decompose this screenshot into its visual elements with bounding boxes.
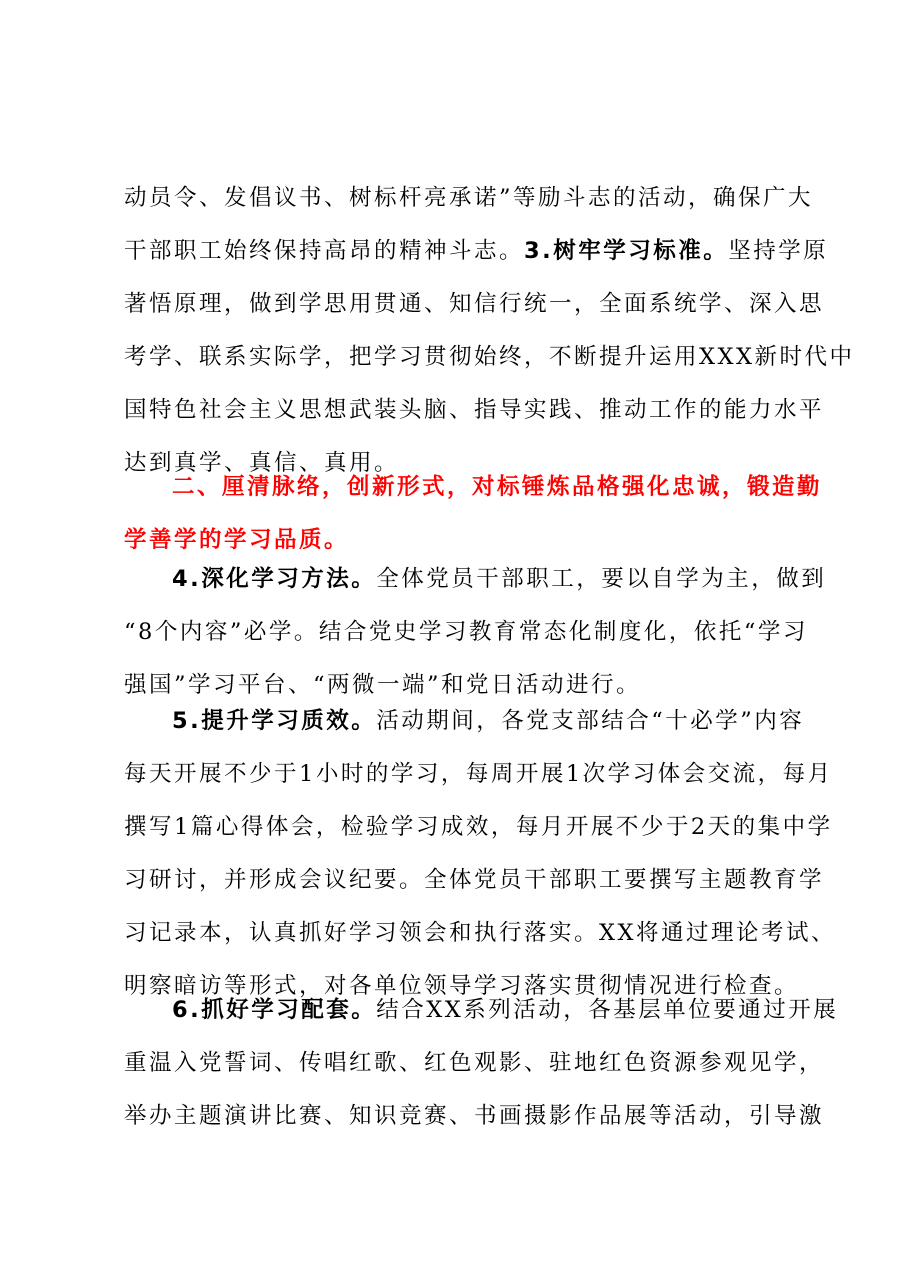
item-6-title: 6.抓好学习配套。 [172, 997, 377, 1023]
text-run: 结合XX系列活动，各基层单位要通过开展 [376, 997, 839, 1023]
text-line: “8个内容”必学。结合党史学习教育常态化制度化，依托“学习 [124, 619, 808, 645]
text-line: 强国”学习平台、“两微一端”和党日活动进行。 [124, 672, 642, 698]
text-run: 全体党员干部职工，要以自学为主，做到 [376, 566, 827, 592]
text-line: 国特色社会主义思想武装头脑、指导实践、推动工作的能力水平 [124, 397, 825, 423]
text-run: 坚持学原 [728, 238, 829, 264]
text-run: 干部职工始终保持高昂的精神斗志。 [124, 238, 525, 264]
text-line [124, 984, 839, 1037]
text-line: 举办主题演讲比赛、知识竞赛、书画摄影作品展等活动，引导激 [124, 1103, 825, 1129]
section-heading-2 [124, 461, 823, 567]
text-line: 撰写1篇心得体会，检验学习成效，每月开展不少于2天的集中学 [124, 814, 833, 840]
text-line: 习研讨，并形成会议纪要。全体党员干部职工要撰写主题教育学 [124, 867, 825, 893]
item-3-title: 3.树牢学习标准。 [524, 238, 729, 264]
text-line: 习记录本，认真抓好学习领会和执行落实。XX将通过理论考试、 [124, 920, 837, 946]
text-line: 明察暗访等形式，对各单位领导学习落实贯彻情况进行检查。 [124, 973, 800, 999]
item-6-paragraph [124, 984, 839, 1143]
heading-line: 二、厘清脉络，创新形式，对标锤炼品格强化忠诚，锻造勤 [172, 474, 823, 500]
text-line: 达到真学、真信、真用。 [124, 450, 400, 476]
item-4-paragraph [124, 553, 827, 712]
text-line: 考学、联系实际学，把学习贯彻始终，不断提升运用XXX新时代中 [124, 344, 855, 370]
text-line: 著悟原理，做到学思用贯通、知信行统一，全面系统学、深入思 [124, 291, 825, 317]
text-line [124, 695, 814, 748]
item-5-title: 5.提升学习质效。 [172, 708, 377, 734]
heading-line: 学善学的学习品质。 [124, 527, 350, 553]
paragraph-1 [124, 172, 855, 490]
text-line: 动员令、发倡议书、树标杆亮承诺”等励斗志的活动，确保广大 [124, 185, 814, 211]
text-line: 每天开展不少于1小时的学习，每周开展1次学习体会交流，每月 [124, 761, 833, 787]
text-line [124, 553, 827, 606]
text-line: 重温入党誓词、传唱红歌、红色观影、驻地红色资源参观见学， [124, 1050, 825, 1076]
text-line [124, 225, 829, 278]
item-5-paragraph [124, 695, 837, 1013]
text-run: 活动期间，各党支部结合“十必学”内容 [376, 708, 805, 734]
item-4-title: 4.深化学习方法。 [172, 566, 377, 592]
